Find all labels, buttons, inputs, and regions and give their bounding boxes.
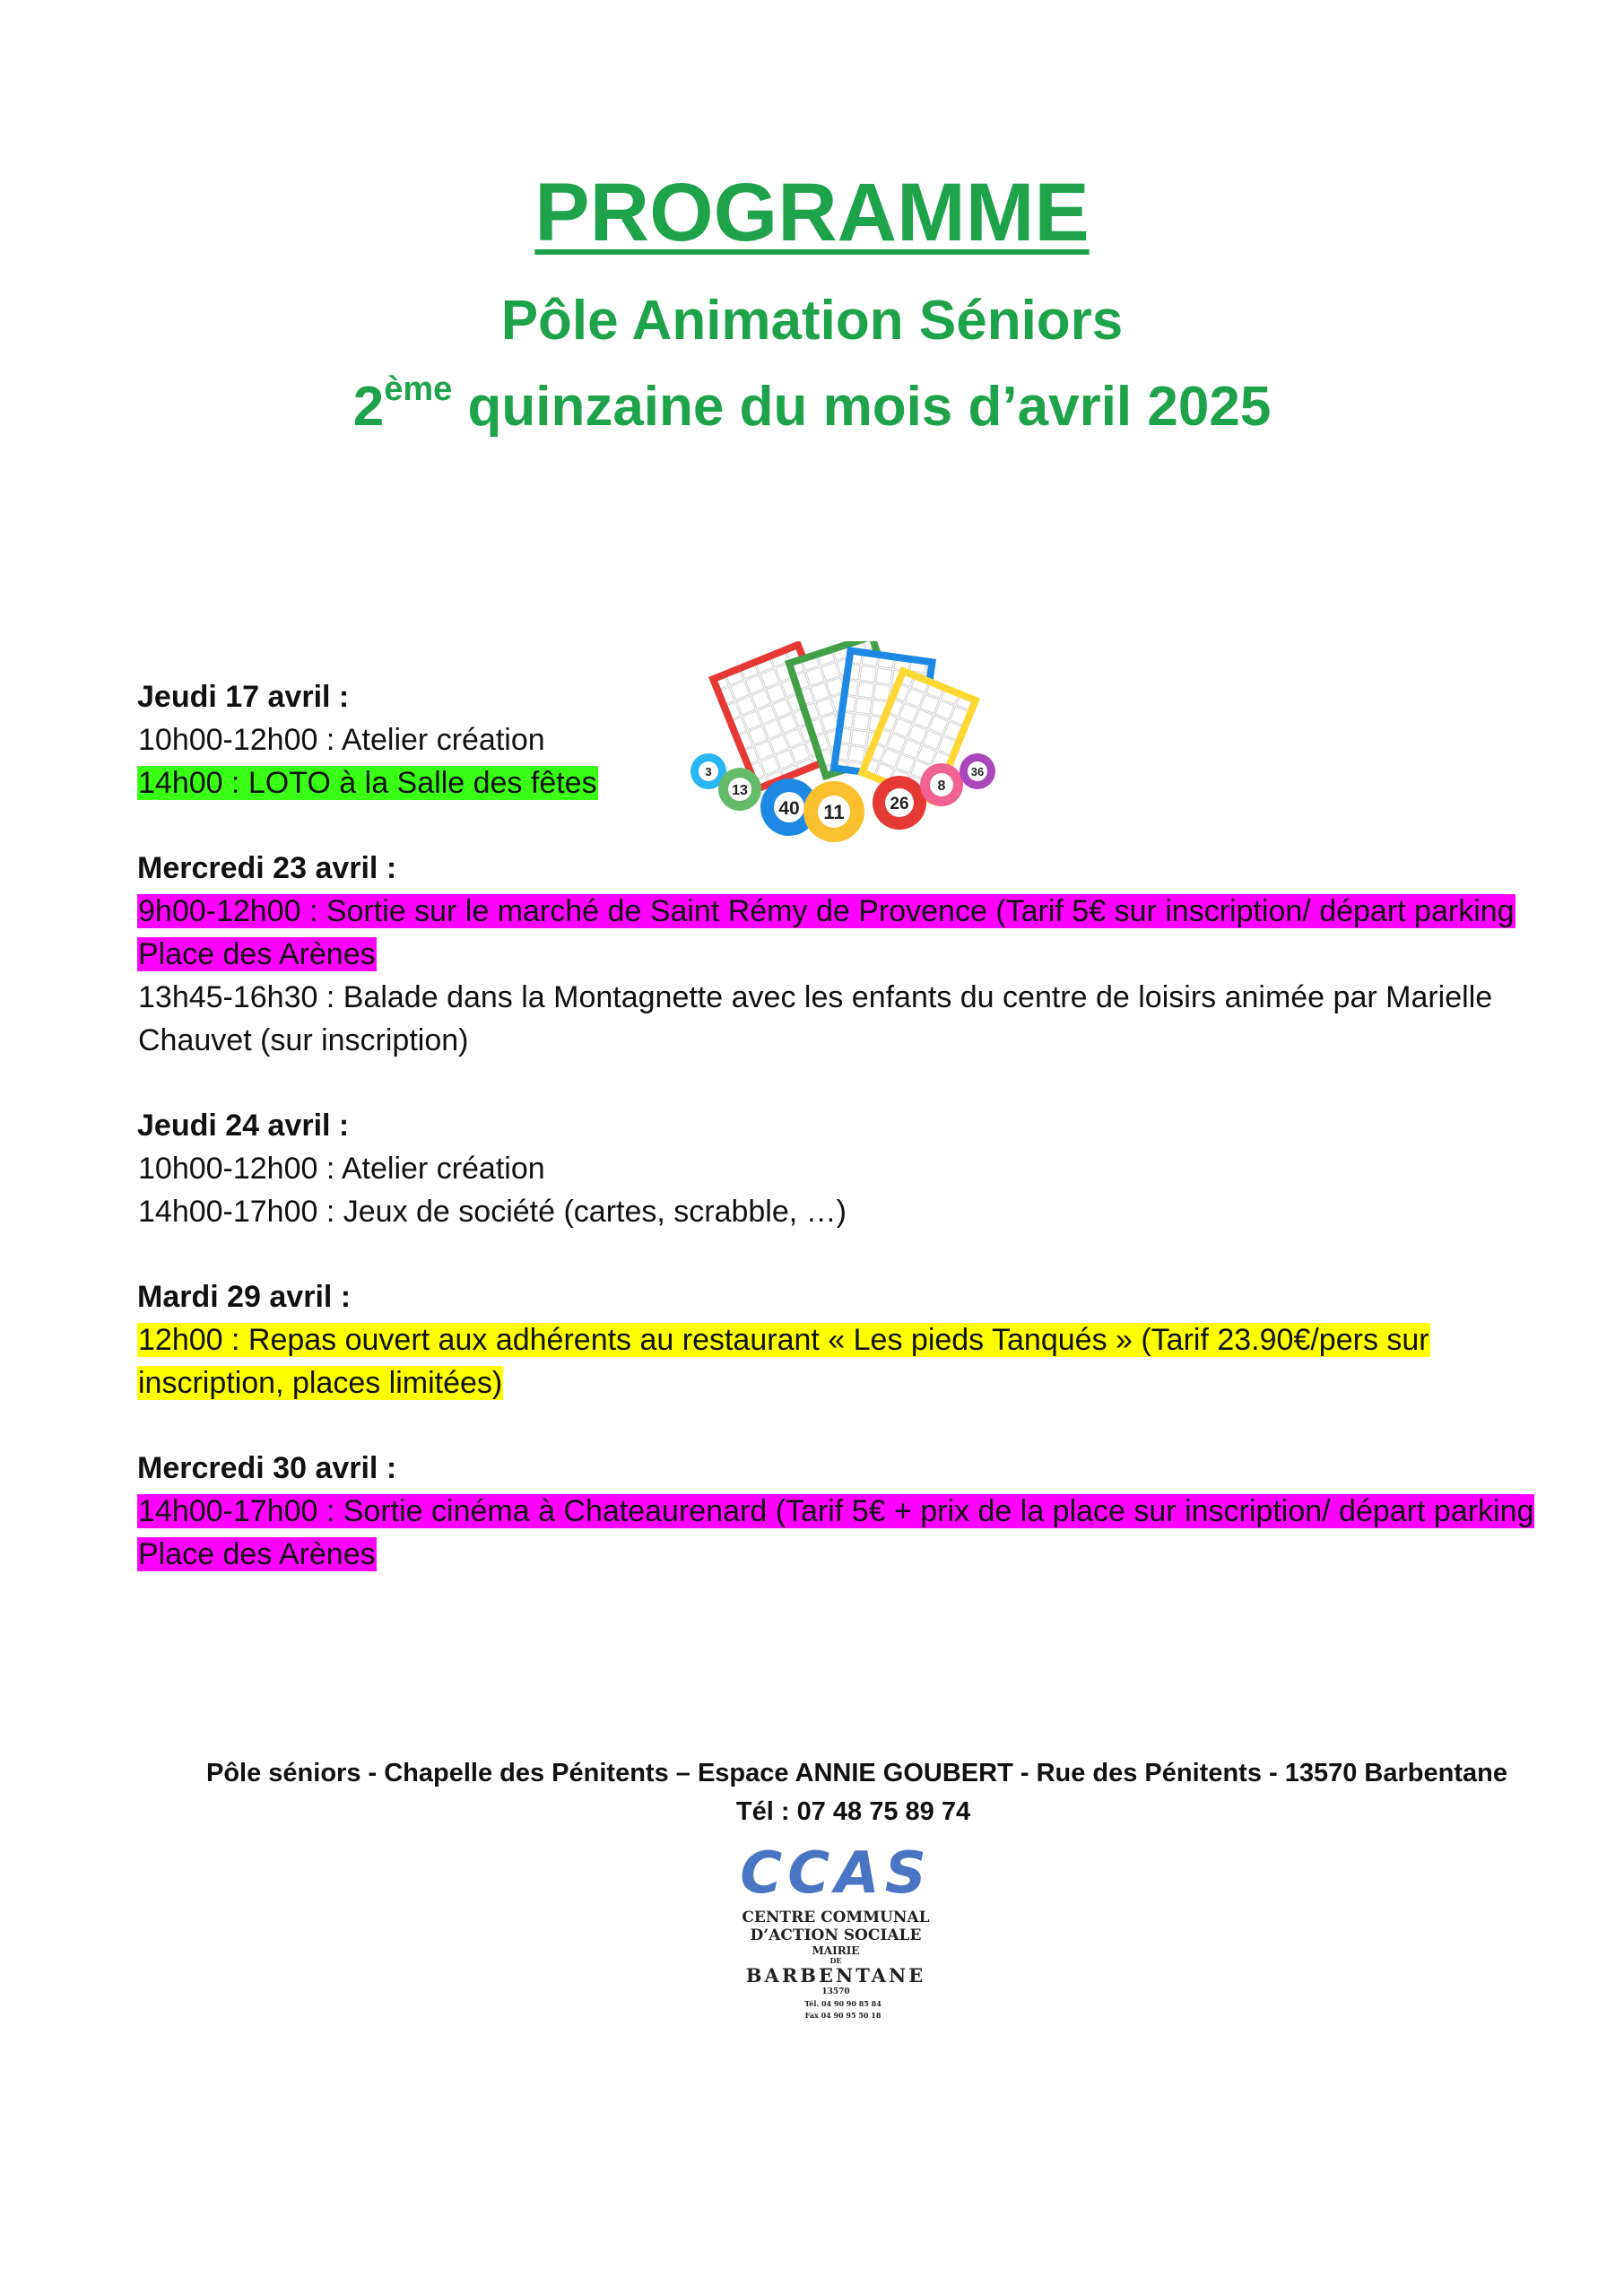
logo-lettering: DE [829, 1956, 842, 1965]
ball-number: 40 [778, 798, 800, 819]
loto-ball [960, 753, 995, 789]
activity-item [137, 1147, 1536, 1190]
activity-item [137, 890, 1536, 976]
day-block [137, 847, 1536, 1062]
day-title: Mercredi 23 avril : [137, 851, 397, 885]
activity-item [137, 976, 1536, 1062]
activity-text: 10h00-12h00 : Atelier création [138, 723, 545, 757]
activity-item [137, 1190, 1536, 1233]
logo-lettering: CENTRE COMMUNAL [742, 1909, 930, 1926]
logo-lettering: Fax 04 90 95 50 18 [804, 2011, 881, 2020]
period-superscript: ème [384, 370, 453, 408]
day-title: Jeudi 24 avril : [137, 1109, 350, 1143]
loto-ball [718, 768, 761, 811]
activity-text-highlighted: 14h00-17h00 : Sortie cinéma à Chateaurenard (Tarif 5€ + prix de la place sur inscription/ départ parking Place des Arènes [138, 1494, 1534, 1571]
logo-lettering: D’ACTION SOCIALE [750, 1926, 922, 1944]
logo-lettering: CCAS [740, 1843, 932, 1907]
day-block [137, 1275, 1536, 1405]
activity-text: 13h45-16h30 : Balade dans la Montagnette avec les enfants du centre de loisirs animée par Marielle Chauvet (sur inscription) [138, 980, 1493, 1057]
period-text: quinzaine du mois d’avril 2025 [452, 376, 1272, 438]
ball-number: 3 [705, 765, 712, 778]
page-period [0, 370, 1624, 439]
day-block [137, 1447, 1536, 1576]
ball-number: 26 [890, 795, 909, 813]
day-title: Jeudi 17 avril : [137, 680, 350, 714]
logo-lettering: 13570 [821, 1987, 850, 1996]
loto-ball [803, 781, 864, 842]
loto-bingo-illustration-icon [682, 641, 1004, 879]
ccas-logo-icon [713, 1843, 960, 2036]
day-block [137, 1104, 1536, 1233]
ball-number: 36 [970, 765, 985, 778]
activity-text-highlighted: 12h00 : Repas ouvert aux adhérents au restaurant « Les pieds Tanqués » (Tarif 23.90€/pers sur inscription, places limitées) [138, 1323, 1429, 1400]
logo-lettering: MAIRIE [812, 1944, 860, 1957]
footer-address: Pôle séniors - Chapelle des Pénitents – Espace ANNIE GOUBERT - Rue des Pénitents - 13570 Barbentane [206, 1759, 1507, 1787]
activity-text: 14h00-17h00 : Jeux de société (cartes, scrabble, …) [138, 1195, 847, 1229]
loto-ball [920, 763, 963, 806]
ball-number: 8 [937, 778, 946, 794]
ball-number: 13 [732, 783, 748, 798]
logo-lettering: Tél. 04 90 90 85 84 [804, 1999, 881, 2008]
period-number: 2 [352, 376, 385, 438]
page-subtitle: Pôle Animation Séniors [500, 290, 1124, 352]
activity-text: 10h00-12h00 : Atelier création [138, 1152, 545, 1186]
activity-item [137, 1490, 1536, 1576]
activity-text-highlighted: 9h00-12h00 : Sortie sur le marché de Saint Rémy de Provence (Tarif 5€ sur inscription/ départ parking Place des Arènes [138, 894, 1515, 971]
day-title: Mercredi 30 avril : [137, 1451, 397, 1485]
logo-lettering: BARBENTANE [745, 1964, 926, 1987]
day-title: Mardi 29 avril : [137, 1280, 352, 1314]
activity-text-highlighted: 14h00 : LOTO à la Salle des fêtes [138, 766, 597, 800]
page-title: PROGRAMME [534, 167, 1090, 258]
footer-phone: Tél : 07 48 75 89 74 [735, 1797, 971, 1826]
activity-item [137, 1318, 1536, 1405]
loto-ball [873, 776, 926, 830]
ball-number: 11 [823, 801, 845, 823]
